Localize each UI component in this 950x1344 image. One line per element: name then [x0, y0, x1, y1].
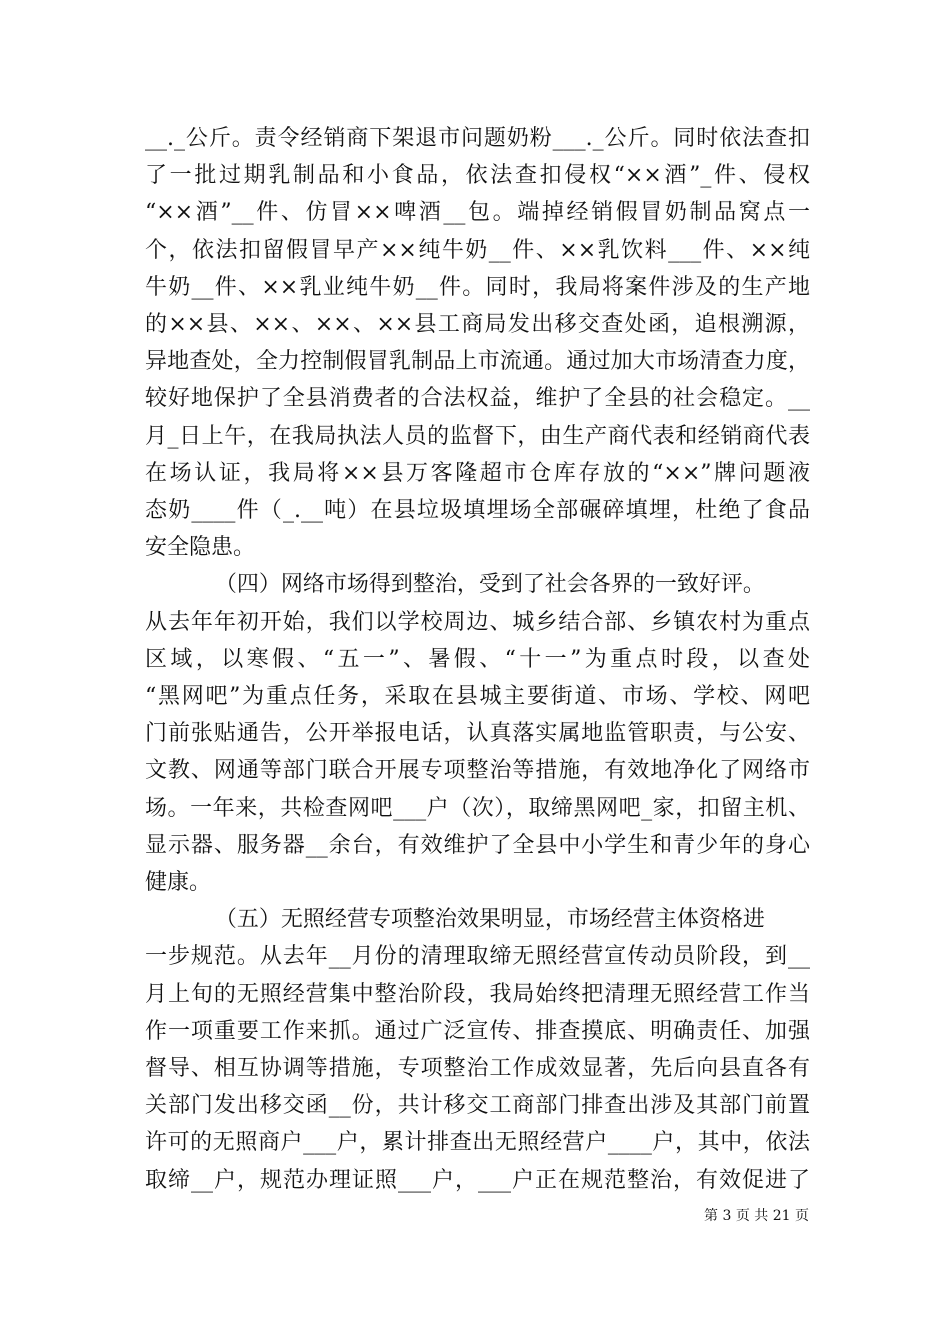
text-line: “黑网吧”为重点任务，采取在县城主要街道、市场、学校、网吧	[145, 684, 810, 709]
text-line: 区域，以寒假、“五一”、暑假、“十一”为重点时段，以查处	[145, 647, 810, 672]
text-line: （四）网络市场得到整治，受到了社会各界的一致好评。	[145, 572, 765, 597]
text-line: 督导、相互协调等措施，专项整治工作成效显著，先后向县直各有	[145, 1056, 810, 1081]
text-line: __._公斤。责令经销商下架退市问题奶粉___._公斤。同时依法查扣	[145, 126, 810, 151]
text-line: 异地查处，全力控制假冒乳制品上市流通。通过加大市场清查力度，	[145, 349, 810, 374]
text-line: 月_日上午，在我局执法人员的监督下，由生产商代表和经销商代表	[145, 424, 810, 449]
text-line: 月上旬的无照经营集中整治阶段，我局始终把清理无照经营工作当	[145, 982, 810, 1007]
text-line: 个，依法扣留假冒早产××纯牛奶__件、××乳饮料___件、××纯	[145, 238, 810, 263]
text-line: 关部门发出移交函__份，共计移交工商部门排查出涉及其部门前置	[145, 1093, 810, 1118]
text-line: 健康。	[145, 870, 212, 895]
text-line: （五）无照经营专项整治效果明显，市场经营主体资格进	[145, 907, 765, 932]
text-line: 较好地保护了全县消费者的合法权益，维护了全县的社会稳定。__	[145, 386, 810, 411]
text-line: 在场认证，我局将××县万客隆超市仓库存放的“××”牌问题液	[145, 461, 810, 486]
text-line: 显示器、服务器__余台，有效维护了全县中小学生和青少年的身心	[145, 833, 810, 858]
text-line: 安全隐患。	[145, 535, 256, 560]
text-line: 作一项重要工作来抓。通过广泛宣传、排查摸底、明确责任、加强	[145, 1019, 810, 1044]
text-line: 从去年年初开始，我们以学校周边、城乡结合部、乡镇农村为重点	[145, 610, 810, 635]
text-line: 文教、网通等部门联合开展专项整治等措施，有效地净化了网络市	[145, 758, 810, 783]
text-line: 许可的无照商户___户，累计排查出无照经营户____户，其中，依法	[145, 1130, 810, 1155]
text-line: 的××县、××、××、××县工商局发出移交查处函，追根溯源，	[145, 312, 810, 337]
text-line: 门前张贴通告，公开举报电话，认真落实属地监管职责，与公安、	[145, 721, 810, 746]
text-line: 了一批过期乳制品和小食品，依法查扣侵权“××酒”_件、侵权	[145, 163, 810, 188]
page-number: 第 3 页 共 21 页	[704, 1208, 809, 1224]
text-line: 态奶____件（_.__吨）在县垃圾填埋场全部碾碎填埋，杜绝了食品	[145, 498, 810, 523]
text-line: 一步规范。从去年__月份的清理取缔无照经营宣传动员阶段，到__	[145, 944, 810, 969]
text-line: 牛奶__件、××乳业纯牛奶__件。同时，我局将案件涉及的生产地	[145, 275, 810, 300]
text-line: “××酒”__件、仿冒××啤酒__包。端掉经销假冒奶制品窝点一	[145, 200, 810, 225]
text-line: 场。一年来，共检查网吧___户（次），取缔黑网吧_家，扣留主机、	[145, 796, 810, 821]
text-line: 取缔__户，规范办理证照___户，___户正在规范整治，有效促进了	[145, 1168, 810, 1193]
